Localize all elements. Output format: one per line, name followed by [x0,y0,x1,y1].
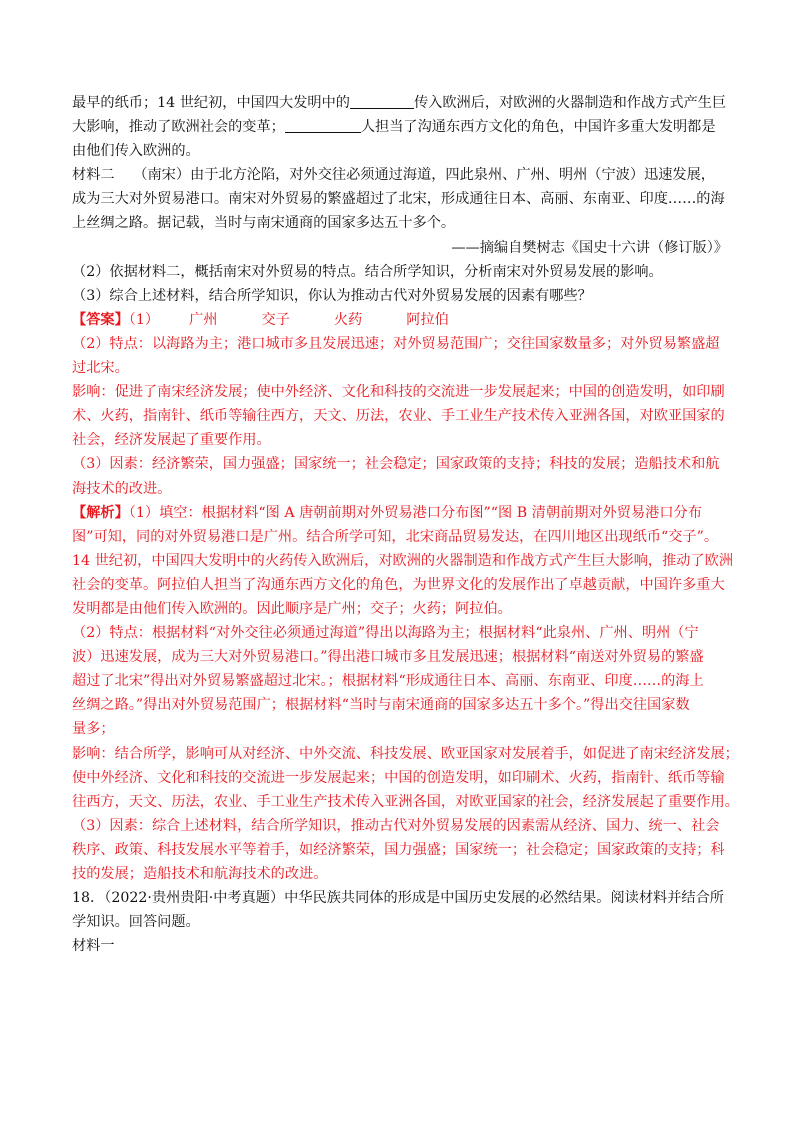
analysis-tag: 【解析】 [72,504,129,521]
analysis-line-4: 社会的变革。阿拉伯人担当了沟通东西方文化的角色，为世界文化的发展作出了卓越贡献，中国许多重大 [72,576,725,593]
material2-source: ——摘编自樊树志《国史十六讲（修订版）》 [451,239,728,256]
material2-line-2: 成为三大对外贸易港口。南宋对外贸易的繁盛超过了北宋，形成通往日本、高丽、东南亚、印度……的海 [72,191,725,208]
document-page [72,91,739,958]
analysis-line-1 [72,501,728,525]
analysis-line-9: 丝绸之路。”得出对外贸易范围广；根据材料“当时与南宋通商的国家多达五十多个。”得出交往国家数 [72,697,690,714]
analysis-line-14: （3）因素：综合上述材料，结合所学知识，推动古代对外贸易发展的因素需从经济、国力、统一、社会 [72,817,720,834]
answer-tag: 【答案】 [72,311,129,328]
analysis-line-15: 秩序、政策、科技发展水平等着手，如经济繁荣，国力强盛；国家统一；社会稳定；国家政策的支持；科 [72,841,725,858]
answer-prefix: （1） [128,311,160,328]
text: 人担当了沟通东西方文化的角色，中国许多重大发明都是 [360,119,716,136]
analysis-line-11: 影响：结合所学，影响可从对经济、中外交流、科技发展、欧亚国家对发展着手，如促进了南宋经济发展； [72,745,739,762]
material2-line-1: 材料二 （南宋）由于北方沦陷，对外交往必须通过海道，四此泉州、广州、明州（宁波）迅速发展， [72,167,715,184]
analysis-line-10: 量多； [72,721,115,738]
answer-blank-1: 广州 [189,311,218,328]
analysis-line-6: （2）特点：根据材料“对外交往必须通过海道”得出以海路为主；根据材料“此泉州、广州、明州（宁 [72,625,699,642]
fill-blank [350,93,414,109]
answer-blank-4: 阿拉伯 [406,311,449,328]
answer-line-7: （3）因素：经济繁荣，国力强盛；国家统一；社会稳定；国家政策的支持；科技的发展；造船技术和航 [72,456,720,473]
text: 最早的纸币；14 世纪初，中国四大发明中的 [72,95,350,111]
answer-blank-2: 交子 [261,311,290,328]
answer-line-6: 社会，经济发展起了重要作用。 [72,432,271,449]
intro-line-3: 由他们传入欧洲的。 [72,143,200,160]
intro-line-1 [72,91,728,115]
analysis-line-12: 使中外经济、文化和科技的交流进一步发展起来；中国的创造发明，如印刷术、火药，指南针、纸币等输 [72,769,725,786]
question-2: （2）依据材料二，概括南宋对外贸易的特点。结合所学知识，分析南宋对外贸易发展的影响。 [72,263,663,280]
answer-line-1 [72,308,728,332]
question-3: （3）综合上述材料，结合所学知识，你认为推动古代对外贸易发展的因素有哪些？ [72,287,592,304]
analysis-line-16: 技的发展；造船技术和航海技术的改进。 [72,866,328,882]
answer-line-8: 海技术的改进。 [72,480,172,497]
fill-blank [285,117,361,133]
analysis-line-13: 往西方，天文、历法，农业、手工业生产技术传入亚洲各国，对欧亚国家的社会，经济发展起了重要作用。 [72,793,739,810]
text: 传入欧洲后，对欧洲的火器制造和作战方式产生巨 [413,95,727,111]
intro-line-2 [72,115,728,139]
question-18-material-1: 材料一 [72,938,115,955]
material2-line-3: 上丝绸之路。据记载，当时与南宋通商的国家多达五十多个。 [72,215,456,232]
text: 大影响，推动了欧洲社会的变革； [72,119,285,136]
analysis-line-2: 图”可知，同的对外贸易港口是广州。结合所学可知，北宋商品贸易发达，在四川地区出现纸币“交子”。 [72,528,719,545]
answer-line-5: 术、火药，指南针、纸币等输往西方，天文、历法，农业、手工业生产技术传入亚洲各国，对欧亚国家的 [72,408,725,425]
analysis-line-3: 14 世纪初，中国四大发明中的火药传入欧洲后，对欧洲的火器制造和作战方式产生巨大影响，推动了欧洲 [72,552,734,569]
answer-line-4: 影响：促进了南宋经济发展；使中外经济、文化和科技的交流进一步发展起来；中国的创造发明，如印刷 [72,384,725,401]
answer-line-2: （2）特点：以海路为主；港口城市多且发展迅速；对外贸易范围广；交往国家数量多；对外贸易繁盛超 [72,335,720,352]
analysis-line-8: 超过了北宋”得出对外贸易繁盛超过北宋。；根据材料“形成通往日本、高丽、东南亚、印度……的海上 [72,673,704,690]
text: （1）填空：根据材料“图 A 唐朝前期对外贸易港口分布图”“图 B 清朝前期对外贸易港口分布 [128,504,702,521]
answer-blank-3: 火药 [333,311,363,328]
answer-line-3: 过北宋。 [72,360,129,377]
analysis-line-5: 发明都是由他们传入欧洲的。因此顺序是广州；交子；火药；阿拉伯。 [72,600,512,617]
analysis-line-7: 波）迅速发展，成为三大对外贸易港口。”得出港口城市多且发展迅速；根据材料“南送对外贸易的繁盛 [72,649,704,666]
question-18-line-2: 学知识。回答问题。 [72,914,200,931]
question-18-line-1: 18．（2022·贵州贵阳·中考真题）中华民族共同体的形成是中国历史发展的必然结果。阅读材料并结合所 [72,890,724,907]
